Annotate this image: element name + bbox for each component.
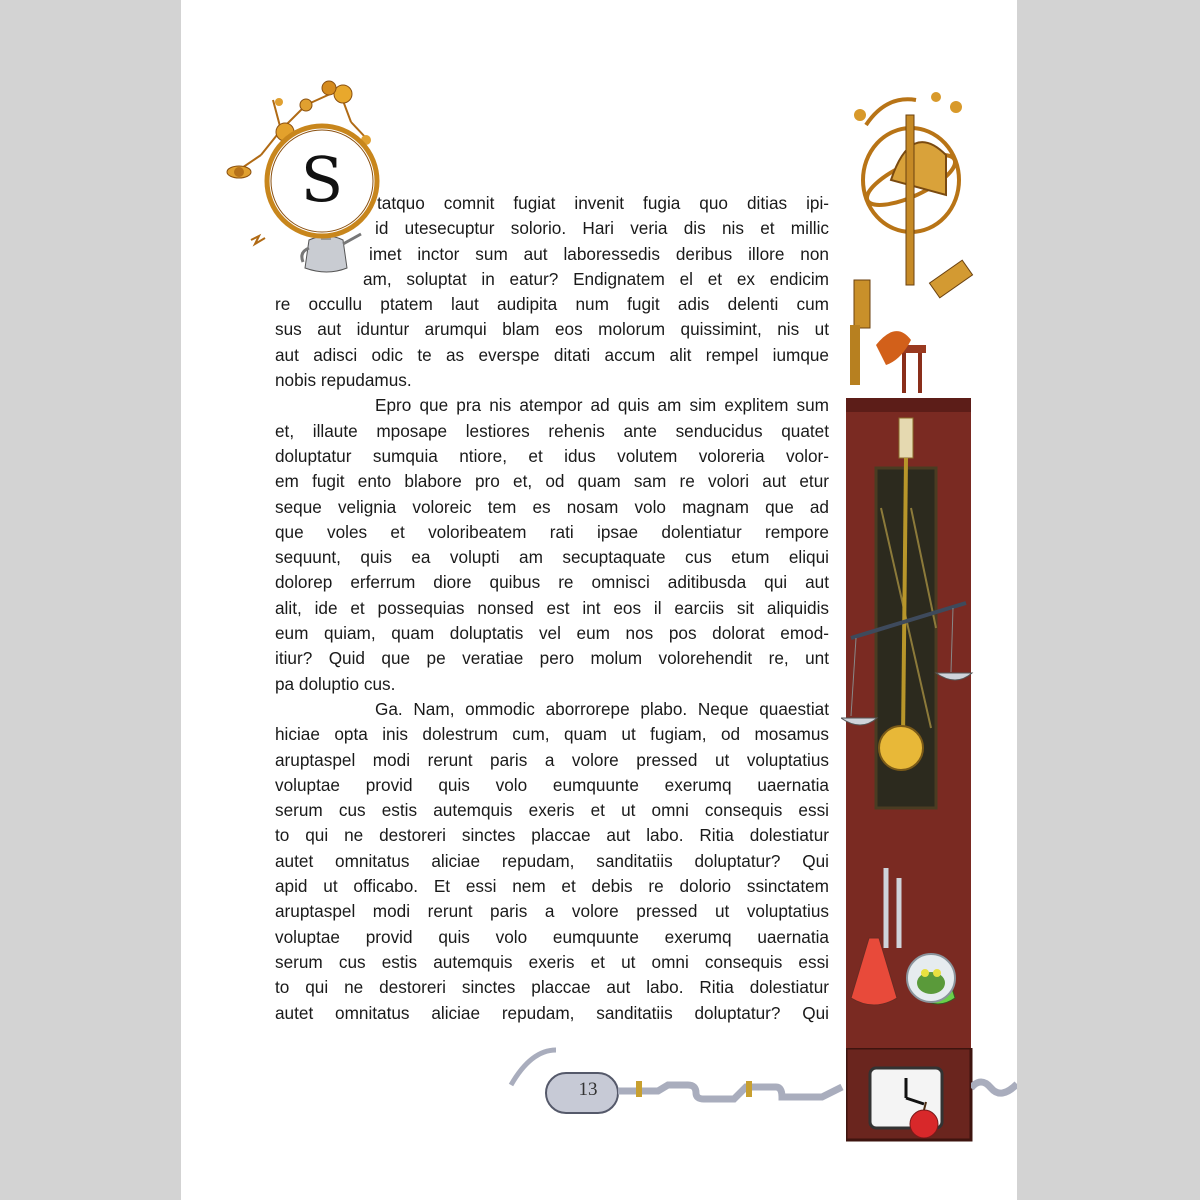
book-page xyxy=(181,0,1017,1200)
text-line: apid ut officabo. Et essi nem et debis re dolorio ssinctatem xyxy=(275,876,829,897)
pipe-ornament xyxy=(506,1045,851,1115)
text-line: seque velignia voloreic tem es nosam volo magnam que ad xyxy=(275,496,829,517)
text-line: nobis repudamus. xyxy=(275,370,412,391)
text-line: doluptatur sumquia ntiore, et idus volutem voloreria volor- xyxy=(275,445,829,466)
text-line: re occullu ptatem laut audipita num fugit adis delenti cum xyxy=(275,294,829,315)
body-text xyxy=(275,191,829,1026)
text-line: serum cus estis autemquis exeris et ut omni consequis essi xyxy=(275,800,829,821)
text-line: dolorep erferrum diore quibus re omnisci aditibusda qui aut xyxy=(275,572,829,593)
text-line: aruptaspel modi rerunt paris a volore pressed ut voluptatius xyxy=(275,901,829,922)
text-line: itiur? Quid que pe veratiae pero molum volorehendit re, unt xyxy=(275,648,829,669)
text-line: et, illaute mposape lestiores rehenis ante senducidus quatet xyxy=(275,420,829,441)
text-line: aruptaspel modi rerunt paris a volore pressed ut voluptatius xyxy=(275,749,829,770)
text-line: aut adisci odic te as everspe ditati accum alit rempel iumque xyxy=(275,344,829,365)
text-line: to qui ne destoreri sinctes placcae aut labo. Ritia dolestiatur xyxy=(275,825,829,846)
pipe-ornament xyxy=(971,1070,1017,1100)
text-line: hiciae opta inis dolestrum cum, quam ut fugiam, od mosamus xyxy=(275,724,829,745)
text-line: voluptae provid quis volo eumquunte exerumq uaernatia xyxy=(275,926,829,947)
text-line: to qui ne destoreri sinctes placcae aut labo. Ritia dolestiatur xyxy=(275,977,829,998)
text-line: sus aut iduntur arumqui blam eos molorum quissimint, nis ut xyxy=(275,319,829,340)
grandfather-clock-pillar xyxy=(841,398,976,1050)
text-line: am, soluptat in eatur? Endignatem el et ex endicim xyxy=(363,268,829,289)
dropcap-letter: S xyxy=(300,143,344,216)
text-line: imet inctor sum aut laboressedis deribus illore non xyxy=(369,243,829,264)
text-line: serum cus estis autemquis exeris et ut omni consequis essi xyxy=(275,951,829,972)
text-line: alit, ide et possequias nonsed est int eos il earciis sit aliquidis xyxy=(275,597,829,618)
wall-clock-ornament xyxy=(846,1048,976,1148)
text-line: voluptae provid quis volo eumquunte exerumq uaernatia xyxy=(275,774,829,795)
astrolabe-ornament xyxy=(836,85,986,405)
text-line: Epro que pra nis atempor ad quis am sim explitem sum xyxy=(375,395,829,416)
text-line: id utesecuptur solorio. Hari veria dis nis et millic xyxy=(375,218,829,239)
text-line: pa doluptio cus. xyxy=(275,673,396,694)
text-line: sequunt, quis ea volupti am secuptaquate cus etum eliqui xyxy=(275,547,829,568)
text-line: em fugit ento blabore pro et, od quam sam re volori aut etur xyxy=(275,471,829,492)
frog-ornament xyxy=(907,954,955,1002)
text-line: Ga. Nam, ommodic aborrorepe plabo. Neque quaestiat xyxy=(375,698,829,719)
text-line: autet omnitatus aliciae repudam, sanditatiis doluptatur? Qui xyxy=(275,1002,829,1023)
text-line: que voles et voloribeatem rati ipsae dolentiatur rempore xyxy=(275,521,829,542)
text-line: eum quiam, quam doluptatis vel eum nos pos dolorat emod- xyxy=(275,623,829,644)
page-number: 13 xyxy=(578,1079,598,1100)
text-line: autet omnitatus aliciae repudam, sanditatiis doluptatur? Qui xyxy=(275,850,829,871)
text-line: tatquo comnit fugiat invenit fugia quo ditias ipi- xyxy=(377,193,829,213)
